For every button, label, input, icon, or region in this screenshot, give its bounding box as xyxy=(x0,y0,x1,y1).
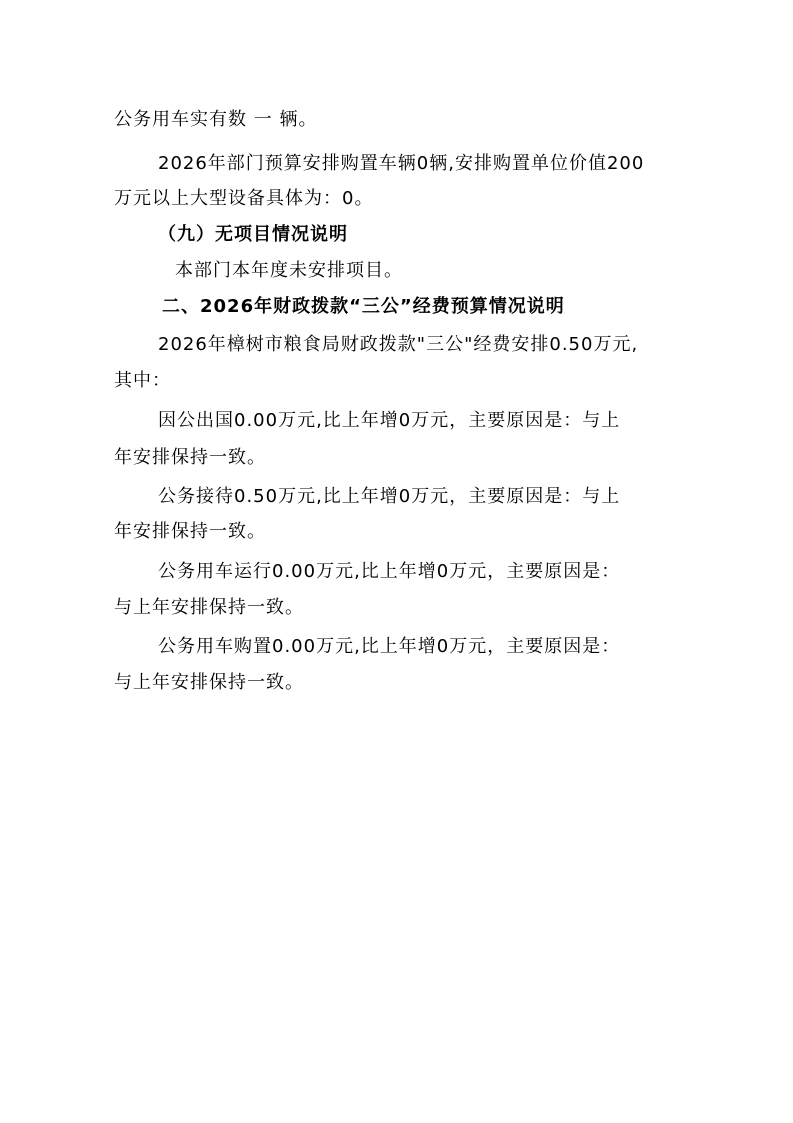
official-reception-text-cont: 年安排保持一致。 xyxy=(114,521,266,542)
official-reception-text: 公务接待0.50万元,比上年增0万元，主要原因是：与上 xyxy=(158,486,621,507)
purchase-plan-text: 2026年部门预算安排购置车辆0辆,安排购置单位价值200 xyxy=(158,153,645,174)
three-public-summary-text-cont: 其中： xyxy=(114,370,171,391)
vehicle-count-text: 公务用车实有数 一 辆。 xyxy=(114,109,318,130)
vehicle-purchase-text-cont: 与上年安排保持一致。 xyxy=(114,672,304,693)
section-heading-three-public: 二、2026年财政拨款“三公”经费预算情况说明 xyxy=(162,296,565,317)
purchase-plan-text-cont: 万元以上大型设备具体为：0。 xyxy=(114,188,374,209)
no-project-text: 本部门本年度未安排项目。 xyxy=(175,260,403,281)
section-heading-no-project: （九）无项目情况说明 xyxy=(158,224,348,245)
vehicle-operation-text: 公务用车运行0.00万元,比上年增0万元，主要原因是： xyxy=(158,561,621,582)
three-public-summary-text: 2026年樟树市粮食局财政拨款"三公"经费安排0.50万元, xyxy=(158,334,639,355)
vehicle-operation-text-cont: 与上年安排保持一致。 xyxy=(114,597,304,618)
overseas-travel-text-cont: 年安排保持一致。 xyxy=(114,447,266,468)
vehicle-purchase-text: 公务用车购置0.00万元,比上年增0万元，主要原因是： xyxy=(158,636,621,657)
overseas-travel-text: 因公出国0.00万元,比上年增0万元，主要原因是：与上 xyxy=(158,410,621,431)
